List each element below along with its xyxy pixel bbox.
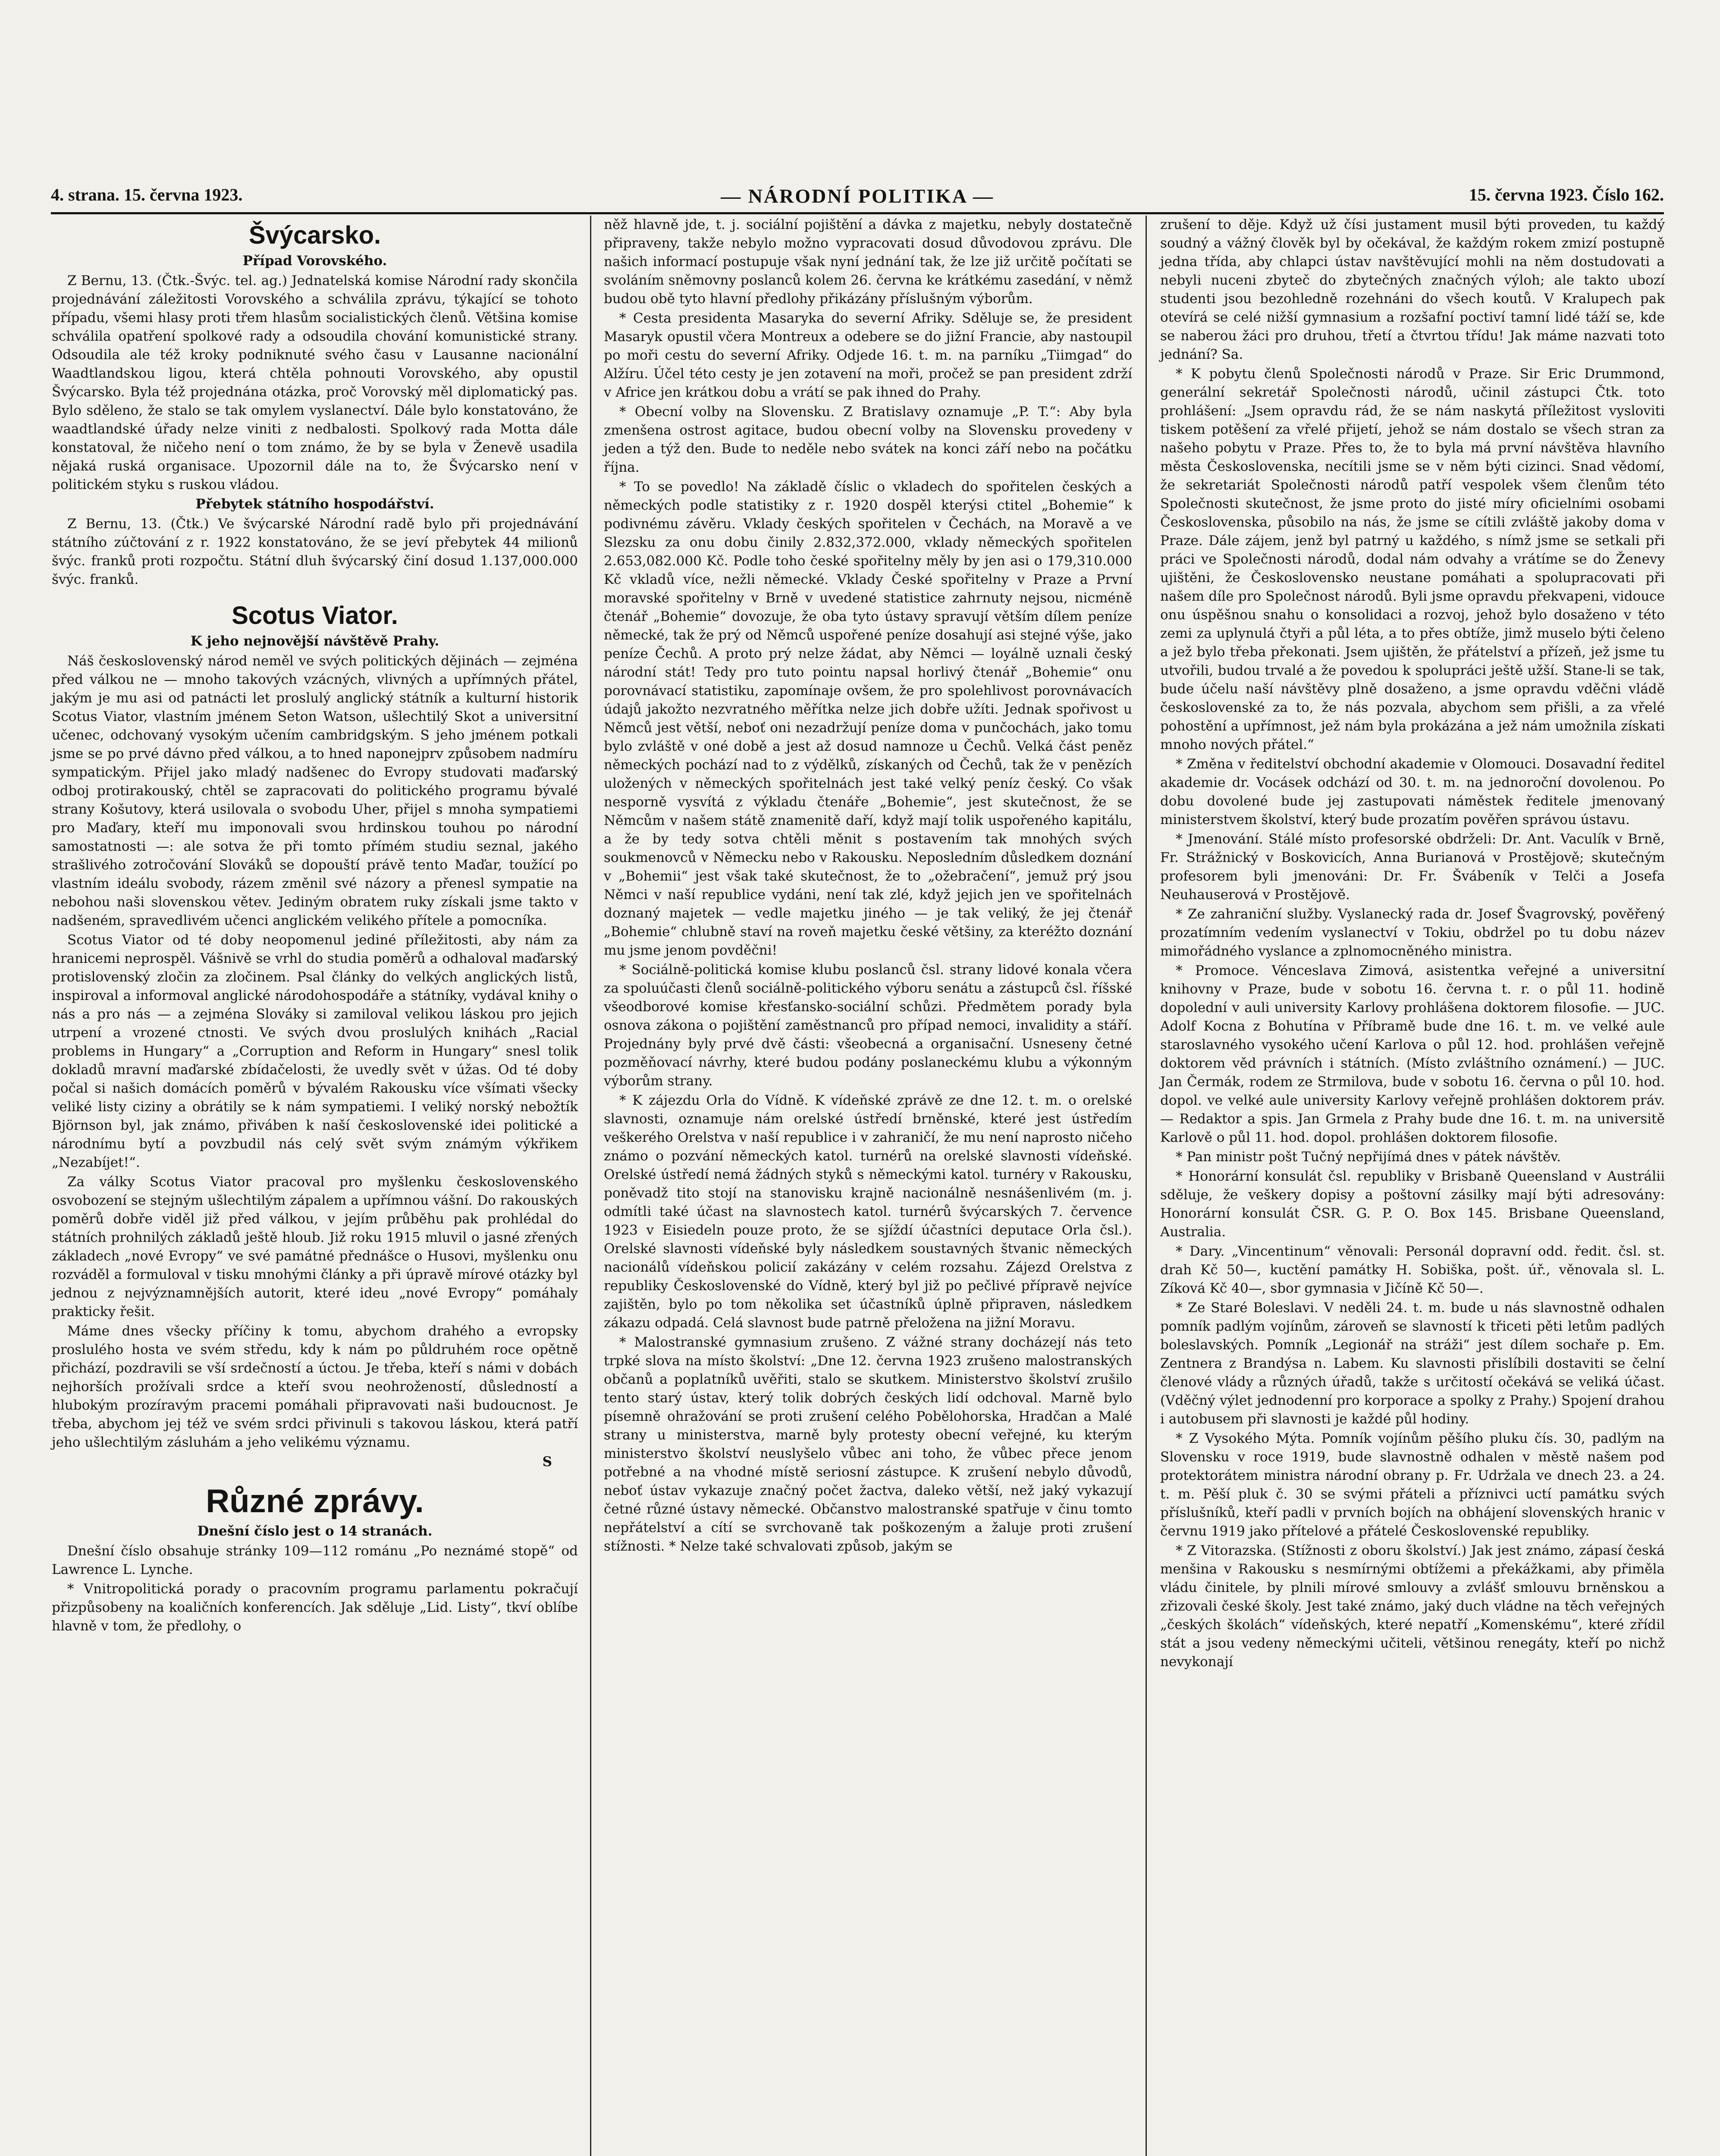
header-page-date: 4. strana. 15. června 1923. [51, 185, 243, 204]
news-item-gymnasium: * Malostranské gymnasium zrušeno. Z vážné strany docházejí nás teto trpké slova na místo školství: „Dne 12. června 1923 zrušeno malostranských občanů a poplatníků uvěřiti, stalo se skutkem. Ministerstvo školství zrušilo tento starý ústav, který tolik dobrých českých lidí odchoval. Marně bylo písemně ohražování se proti zrušení celého Pobělohorska, Hradčan a Malé strany u ministerstva, marně byly protesty obecní veřejné, ku kterým ministerstvo školství neuslyšelo vůbec ani toho, že vůbec přece jenom potřebné a na vhodné místě seriosní zástupce. K zrušení nebylo důvodů, neboť ústav vykazuje značný počet žactva, daleko větší, než jaký vykazují četné různé ústavy německé. Občanstvo malostranské spatřuje v činu tomto nepřátelství a cítí se svrchovaně tak poškozeným a žaluje proti zrušení stížnosti. * Nelze také schvalovati způsob, jakým se [604, 1335, 1132, 1554]
column-1 [52, 216, 578, 1636]
news-item-zahranicni-sluzba: * Ze zahraniční služby. Vyslanecký rada dr. Josef Švagrovský, pověřený prozatímním vedením vyslanectví v Tokiu, obdržel po tu dobu název mimořádného vyslance a zplnomocněného ministra. [1160, 906, 1665, 959]
subsection-title: Případ Vorovského. [242, 253, 387, 269]
article-paragraph: Scotus Viator od té doby neopomenul jediné příležitosti, aby nám za hranicemi neprospěl. Vášnivě se vrhl do studia poměrů a odhaloval maďarský protislovenský zločin za zločinem. Psal články do velkých anglických listů, inspiroval a informoval anglické národohospodáře a státníky, vydával knihy o nás a pro nás — a zejména Slováky si zamiloval velikou láskou pro jejich utrpení a vrozené ctnosti. Ve svých dvou proslulých knihách „Racial problems in Hungary“ a „Corruption and Reform in Hungary“ snesl tolik dokladů mravní maďarské zbídačelosti, že uvedly svět v úžas. Od té doby počal si našich domácích poměrů v bývalém Rakousku více všímati všecky veliké listy ciziny a obrátily se k nám sympatiemi. I veliký norský nebožtík Björnson byl, jak známo, přiváben k naší československé idei politické a národnímu bytí a povzbudil nás celý svět svým známým výkřikem „Nezabíjet!“. [52, 932, 578, 1170]
news-item-jmenovani: * Jmenování. Stálé místo profesorské obdrželi: Dr. Ant. Vaculík v Brně, Fr. Strážnický v Boskovicích, Anna Burianová v Prostějově; skutečným profesorem byli jmenováni: Dr. Fr. Švábeník v Telči a Josefa Neuhauserová v Prostějově. [1160, 831, 1665, 903]
subsection-title: K jeho nejnovější návštěvě Prahy. [190, 633, 439, 649]
page-header [51, 181, 1664, 212]
header-issue-number: 15. června 1923. Číslo 162. [1469, 185, 1664, 204]
news-item-masaryk: * Cesta presidenta Masaryka do severní Afriky. Sděluje se, že president Masaryk opustil včera Montreux a odebere se do jižní Francie, aby nastoupil po moři cestu do severní Afriky. Odjede 16. t. m. na parníku „Tiimgad“ do Alžíru. Účel této cesty je jen zotavení na moři, pročež se pan president zdrží v Africe jen krátkou dobu a vrátí se pak ihned do Prahy. [604, 310, 1132, 400]
news-item-promoce: * Promoce. Vénceslava Zimová, asistentka veřejné a universitní knihovny v Praze, bude v sobotu 16. června t. r. o půl 11. hodině dopolední v auli university Karlovy prohlášena doktorem filosofie. — JUC. Adolf Kocna z Bohutína v Příbramě bude dne 16. t. m. ve velké aule staroslavného vysokého učení Karlova o půl 12. hod. prohlášen veřejně doktorem věd právních i státních. (Místo zvláštního oznámení.) — JUC. Jan Čermák, rodem ze Strmilova, bude v sobotu 16. června o půl 10. hod. dopol. ve velké aule university Karlovy veřejně prohlášen doktorem práv. — Redaktor a spis. Jan Grmela z Prahy bude dne 16. t. m. na universitě Karlově o půl 11. hod. dopol. prohlášen doktorem filosofie. [1160, 963, 1665, 1145]
column-3 [1160, 216, 1665, 1672]
column-divider-1 [590, 216, 591, 2156]
news-item-ministr: * Pan ministr pošt Tučný nepřijímá dnes v pátek návštěv. [1176, 1149, 1561, 1165]
article-paragraph: Z Bernu, 13. (Čtk.-Švýc. tel. ag.) Jednatelská komise Národní rady skončila projednávání záležitosti Vorovského a schválila zprávu, týkající se tohoto případu, všemi hlasy proti třem hlasům socialistických členů. Většina komise schválila opatření spolkové rady a odsoudila chování komunistické strany. Odsoudila ale též kroky podniknuté svého času v Lausanne nacionální Waadtlandskou ligou, která chtěla pohnouti Vorovského, aby opustil Švýcarsko. Byla též projednána otázka, proč Vorovský měl diplomatický pas. Bylo sděleno, že stalo se tak omylem vyslanectví. Dále bylo konstatováno, že waadtlandské úřady nelze viniti z nedbalosti. Spolkový rada Motta dále konstatoval, že ničeho není o tom známo, že by se byla v Ženevě usadila nějaká ruská organisace. Upozornil dále na to, že Švýcarsko není v politickém styku s ruskou vládou. [52, 273, 578, 492]
section-title-ruzne-zpravy: Různé zprávy. [206, 1483, 424, 1520]
news-item-spolecnost-narodu: * K pobytu členů Společnosti národů v Praze. Sir Eric Drummond, generální sekretář Společnosti národů, učinil zástupci Čtk. toto prohlášení: „Jsem opravdu rád, že se nám naskytá příležitost vysloviti tiskem potěšení za vřelé přijetí, jehož se nám dostalo se všech stran za našeho pobytu v Praze. Přes to, že to byla má první návštěva hlavního města Československa, necítili jsme se v něm býti cizinci. Snad vědomí, že sekretariát Společnosti národů patří vespolek všem členům této Společnosti skutečnost, že jsme proto do jisté míry oficielními osobami Československa, působilo na nás, že jsme se cítili zvláště jakoby doma v Praze. Dále zájem, jenž byl patrný u každého, s nímž jsme se setkali při práci ve Společnosti národů, dodal nám odvahy a vrátíme se do Ženevy ujištěni, že Československo neustane pomáhati a spolupracovati při našem díle pro Společnost národů. Byli jsme opravdu překvapeni, vidouce onu úspěšnou snahu o konsolidaci a rozvoj, jehož bylo dosaženo v této zemi za uplynulá čtyři a půl léta, a to přes obtíže, jimž muselo býti čeleno a jež bylo třeba překonati. Jsem ujištěn, že přátelství a přízeň, jež jsme tu utvořili, budou trvalé a že povedou k spolupráci ještě užší. Stane-li se tak, bude účelu naší návštěvy plně dosaženo, a jsme opravdu vděčni vládě československé za to, že nás pozvala, abychom sem přišli, a za vřelé pohostění a upřímnost, jež nám byla prokázána a jež nám umožnila získati mnoho nových přátel.“ [1160, 366, 1665, 752]
article-paragraph: zrušení to děje. Když už čísi justament musil býti proveden, tu každý soudný a vážný člověk byl by očekával, že každým rokem zmizí postupně jedna třída, aby chlapci ústav navštěvující mohli na něm dostudovati a nebyli nuceni zbyteč do zbytečných značných výloh; ale takto ubozí studenti jsou bezohledně rozehnáni do všech koutů. V Kralupech pak otevírá se celé nižší gymnasium a rozšafní poctiví tamní lidé táží se, kde se naberou žáci pro druhou, třetí a čtvrtou třídu! Jak máme nazvati toto jednání? Sa. [1160, 217, 1665, 362]
news-item-vitorazsko: * Z Vitorazska. (Stížnosti z oboru školství.) Jak jest známo, zápasí česká menšina v Rakousku s nesmírnými obtížemi a překážkami, aby přiměla vládu činitele, by plnili mírové smlouvy a zvlášť smlouvu brněnskou a zřizovali české školy. Jest také známo, jaký duch vládne na těch veřejných „českých školách“ vídeňských, které nepatří „Komenskému“, které zřídil stát a jsou vedeny německými učiteli, většinou renegáty, kteří po nichž nevykonají [1160, 1543, 1665, 1670]
article-signature: S [542, 1454, 552, 1470]
article-paragraph: Máme dnes všecky příčiny k tomu, abychom drahého a evropsky proslulého hosta ve svém středu, kdy k nám po půldruhém roce opětně přichází, pozdravili se vší srdečností a úctou. Je třeba, kteří s námi v dobách nejhorších prožívali srdce a kteří svou neohrožeností, důsledností a hlubokým prozíravým pracemi pomáhali připravovati naši budoucnost. Je třeba, abychom jej též ve svém srdci přivinuli s takovou láskou, která patří jeho ušlechtilým zásluhám a jeho velikému významu. [52, 1323, 578, 1450]
news-item-socialne-politicka: * Sociálně-politická komise klubu poslanců čsl. strany lidové konala včera za spoluúčasti členů sociálně-politického výboru senátu a zástupců čsl. říšské všeodborové komise křesťansko-sociální schůzi. Předmětem porady byla osnova zákona o pojištění zaměstnanců pro případ nemoci, invalidity a stáří. Projednány byly prvé dvě části: všeobecná a organisační. Usneseny četné pozměňovací návrhy, které budou podány poslaneckému klubu a výkonným výborům strany. [604, 962, 1132, 1089]
header-rule [51, 212, 1664, 214]
news-item-olomouc: * Změna v ředitelství obchodní akademie v Olomouci. Dosavadní ředitel akademie dr. Vocásek odchází od 30. t. m. na jednoroční dovolenou. Po dobu dovolené bude jej zastupovati náměstek ředitele jmenovaný ministerstvem školství, který bude prozatím pověřen správou ústavu. [1160, 756, 1665, 827]
article-paragraph: Z Bernu, 13. (Čtk.) Ve švýcarské Národní radě bylo při projednávání státního zúčtování z r. 1922 konstatováno, že se jeví přebytek 44 milionů švýc. franků proti rozpočtu. Státní dluh švýcarský činí dosud 1.137,000.000 švýc. franků. [52, 516, 578, 587]
column-divider-2 [1146, 216, 1147, 2156]
subsection-title: Přebytek státního hospodářství. [195, 496, 434, 512]
subsection-title: Dnešní číslo jest o 14 stranách. [197, 1523, 433, 1539]
column-2 [604, 216, 1132, 1557]
news-item-konsulat: * Honorární konsulát čsl. republiky v Brisbaně Queensland v Austrálii sděluje, že veškery dopisy a poštovní zásilky mají býti adresovány: Honorární konsulát ČSR. G. P. O. Box 145. Brisbane Queensland, Australia. [1160, 1169, 1665, 1240]
news-item-volby: * Obecní volby na Slovensku. Z Bratislavy oznamuje „P. T.“: Aby byla zmenšena ostrost agitace, budou obecní volby na Slovensku provedeny v jeden a týž den. Bude to neděle nebo svátek na konci září nebo na počátku října. [604, 404, 1132, 475]
section-title-svycarsko: Švýcarsko. [248, 221, 381, 249]
article-paragraph: něž hlavně jde, t. j. sociální pojištění a dávka z majetku, nebyly dostatečně připraveny, takže nebylo možno vypracovati dosud důvodovou zprávu. Dle našich informací postupuje však nyní jednání tak, že lze již určitě počítati se svoláním sněmovny poslanců kolem 26. června ke krátkému zasedání, v němž budou obě tyto hlavní předlohy přikázány příslušným výborům. [604, 217, 1132, 307]
article-paragraph: Dnešní číslo obsahuje stránky 109—112 románu „Po neznámé stopě“ od Lawrence L. Lynche. [52, 1543, 578, 1577]
news-item-vysoke-myto: * Z Vysokého Mýta. Pomník vojínům pěšího pluku čís. 30, padlým na Slovensku v roce 1919, bude slavnostně odhalen v městě našem pod protektorátem ministra národní obrany p. Fr. Udržala ve dnech 23. a 24. t. m. Pěší pluk č. 30 se svými přáteli a příznivci uctí památku svých příslušníků, kteří padli v prvních bojích na obhájení slovenských hranic v červnu 1919 jako přítelové a přátelé Československé republiky. [1160, 1431, 1665, 1539]
article-paragraph: Za války Scotus Viator pracoval pro myšlenku československého osvobození se stejným ušlechtilým zápalem a upřímnou vášní. Do rakouských poměrů dobře viděl již před válkou, v jejím průběhu pak prohlédal do státních prohnilých základů ještě hloub. Již roku 1915 mluvil o jasné zřených základech „nové Evropy“ ve své památné přednášce o Husovi, myšlenku onu rozváděl a formuloval v tisku mnohými články a při úpravě mírové otázky byl jednou z nejvýznamnějších autorit, které ideu „nové Evropy“ pomáhaly prakticky řešit. [52, 1174, 578, 1319]
header-masthead: — NÁRODNÍ POLITIKA — [721, 185, 994, 207]
section-title-scotus-viator: Scotus Viator. [232, 602, 398, 630]
news-item-orel: * K zájezdu Orla do Vídně. K vídeňské zprávě ze dne 12. t. m. o orelské slavnosti, oznamuje nám orelské ústředí brněnské, které jest ústředím veškerého Orelstva v naší republice i v zahraničí, že mu není naprosto ničeho známo o pozvání německých katol. turnérů na orelské slavnosti vídeňské. Orelské ústředí nemá žádných styků s německými katol. turnéry v Rakousku, poněvadž tito stojí na stanovisku krajně nacionálně nesnášenlivém (m. j. odmítli také účast na slavnostech katol. turnérů švýcarských 7. července 1923 v Eisiedeln pouze proto, že se sjíždí účastníci deputace Orla čsl.). Orelské slavnosti vídeňské byly následkem soustavných štvanic německých nacionálů vídeňskou policií zakázány v celém rozsahu. Zájezd Orelstva z republiky Československé do Vídně, který byl již po pečlivé přípravě nejvíce zajištěn, bylo po tom několika set účastníků úplně připraven, následkem zákazu odpadá. Celá slavnost bude patrně přeložena na jižní Moravu. [604, 1093, 1132, 1331]
news-item-bohemie: * To se povedlo! Na základě číslic o vkladech do spořitelen českých a německých podle statistiky z r. 1920 dospěl kterýsi ctitel „Bohemie“ k podivnému závěru. Vklady českých spořitelen v Čechách, na Moravě a ve Slezsku za onu dobu činily 2.832,372.000, vklady německých spořitelen 2.653,082.000 Kč. Podle toho české spořitelny měly by jen asi o 179,310.000 Kč vkladů více, nežli německé. Vklady České spořitelny v Praze a První moravské spořitelny v Brně v uvedené statistice zahrnuty nejsou, nicméně čtenář „Bohemie“ dovozuje, že oba tyto ústavy spravují větším dílem peníze německé, tak že prý od Němců uspořené peníze dosahují asi stejné výše, jako peníze Čechů. A proto prý nelze žádat, aby Němci — loyálně uznali český národní stát! Tedy pro tuto pointu napsal horlivý čtenář „Bohemie“ onu porovnávací statistiku, zapomínaje ovšem, že pro spolehlivost porovnávacích údajů jakožto nezvratného měřítka nelze jich dobře užíti. Jednak spořivost u Němců jest větší, neboť oni nezadržují peníze doma v punčochách, jako tomu bylo zvláště v oné době a jest až dosud namnoze u Čechů. Velká část peněz německých pochází nad to z výdělků, získaných od Čechů, tak že v penězích uložených v německých spořitelnách jest také velký peníz český. Co však nesporně vysvítá z výkladu čtenáře „Bohemie“, jest skutečnost, že se Němcům v našem státě znamenitě daří, když mají tolik uspořeného kapitálu, a že by tedy sotva chtěli měnit s postavením tak mnohých svých soukmenovců v Německu nebo v Rakousku. Neposledním důsledkem doznání v „Bohemii“ jest však také skutečnost, že to „ožebračení“, jemuž prý jsou Němci v naší republice vydáni, není tak zlé, když jejich jen ve spořitelnách doznaný majetek — vedle majetku jiného — je tak veliký, že jej čtenář „Bohemie“ chlubně staví na roveň majetku české většiny, za kteréžto doznání mu jsme jenom povděčni! [604, 479, 1132, 958]
news-item-dary: * Dary. „Vincentinum“ věnovali: Personál dopravní odd. ředit. čsl. st. drah Kč 50—, kuctění památky H. Sobiška, pošt. úř., věnovala sl. L. Zíková Kč 40—, sbor gymnasia v Jičíně Kč 50—. [1160, 1244, 1665, 1296]
article-paragraph: * Vnitropolitická porady o pracovním programu parlamentu pokračují přizpůsobeny na koaličních konferencích. Jak sděluje „Lid. Listy“, tkví oblíbe hlavně v tom, že předlohy, o [52, 1581, 578, 1634]
news-item-stara-boleslav: * Ze Staré Boleslavi. V neděli 24. t. m. bude u nás slavnostně odhalen pomník padlým vojínům, zároveň se slavností k třiceti pěti letům padlých boleslavských. Pomník „Legionář na stráži“ jest dílem sochaře p. Em. Zentnera z Brandýsa n. Labem. Ku slavnosti přislíbili dostaviti se čelní členové vlády a různých úřadů, takže s určitostí očekává se veliká účast. (Vděčný výlet jednodenní pro korporace a spolky z Prahy.) Spojení drahou i autobusem při slavnosti je každé půl hodiny. [1160, 1300, 1665, 1427]
article-paragraph: Náš československý národ neměl ve svých politických dějinách — zejména před válkou ne — mnoho takových vzácných, vlivných a upřímných přátel, jakým je mu asi od patnácti let proslulý anglický státník a kulturní historik Scotus Viator, vlastním jménem Seton Watson, ušlechtilý Skot a universitní učenec, odchovaný vysokým učením cambridgským. S jeho jménem potkali jsme se po prvé dávno před válkou, a to hned naponejprv způsobem nadmíru sympatickým. Přijel jako mladý nadšenec do Evropy studovati maďarský odboj protirakouský, chtěl se zapracovati do politického programu bývalé strany Košutovy, která usilovala o svobodu Uher, přijel s mnoha sympatiemi pro Maďary, kteří mu imponovali svou hrdinskou touhou po národní samostatnosti —: ale sotva že při tomto přímém studiu seznal, jakého strašlivého zotročování Slováků se dopouští právě tento Maďar, toužící po vlastním ideálu svobody, rázem změnil své názory a přenesl sympatie na nebohou naši slovenskou větev. Jediným obratem ruky získali jsme takto v nadšeném, spravedlivém učenci anglickém velikého přítele a pomocníka. [52, 653, 578, 928]
